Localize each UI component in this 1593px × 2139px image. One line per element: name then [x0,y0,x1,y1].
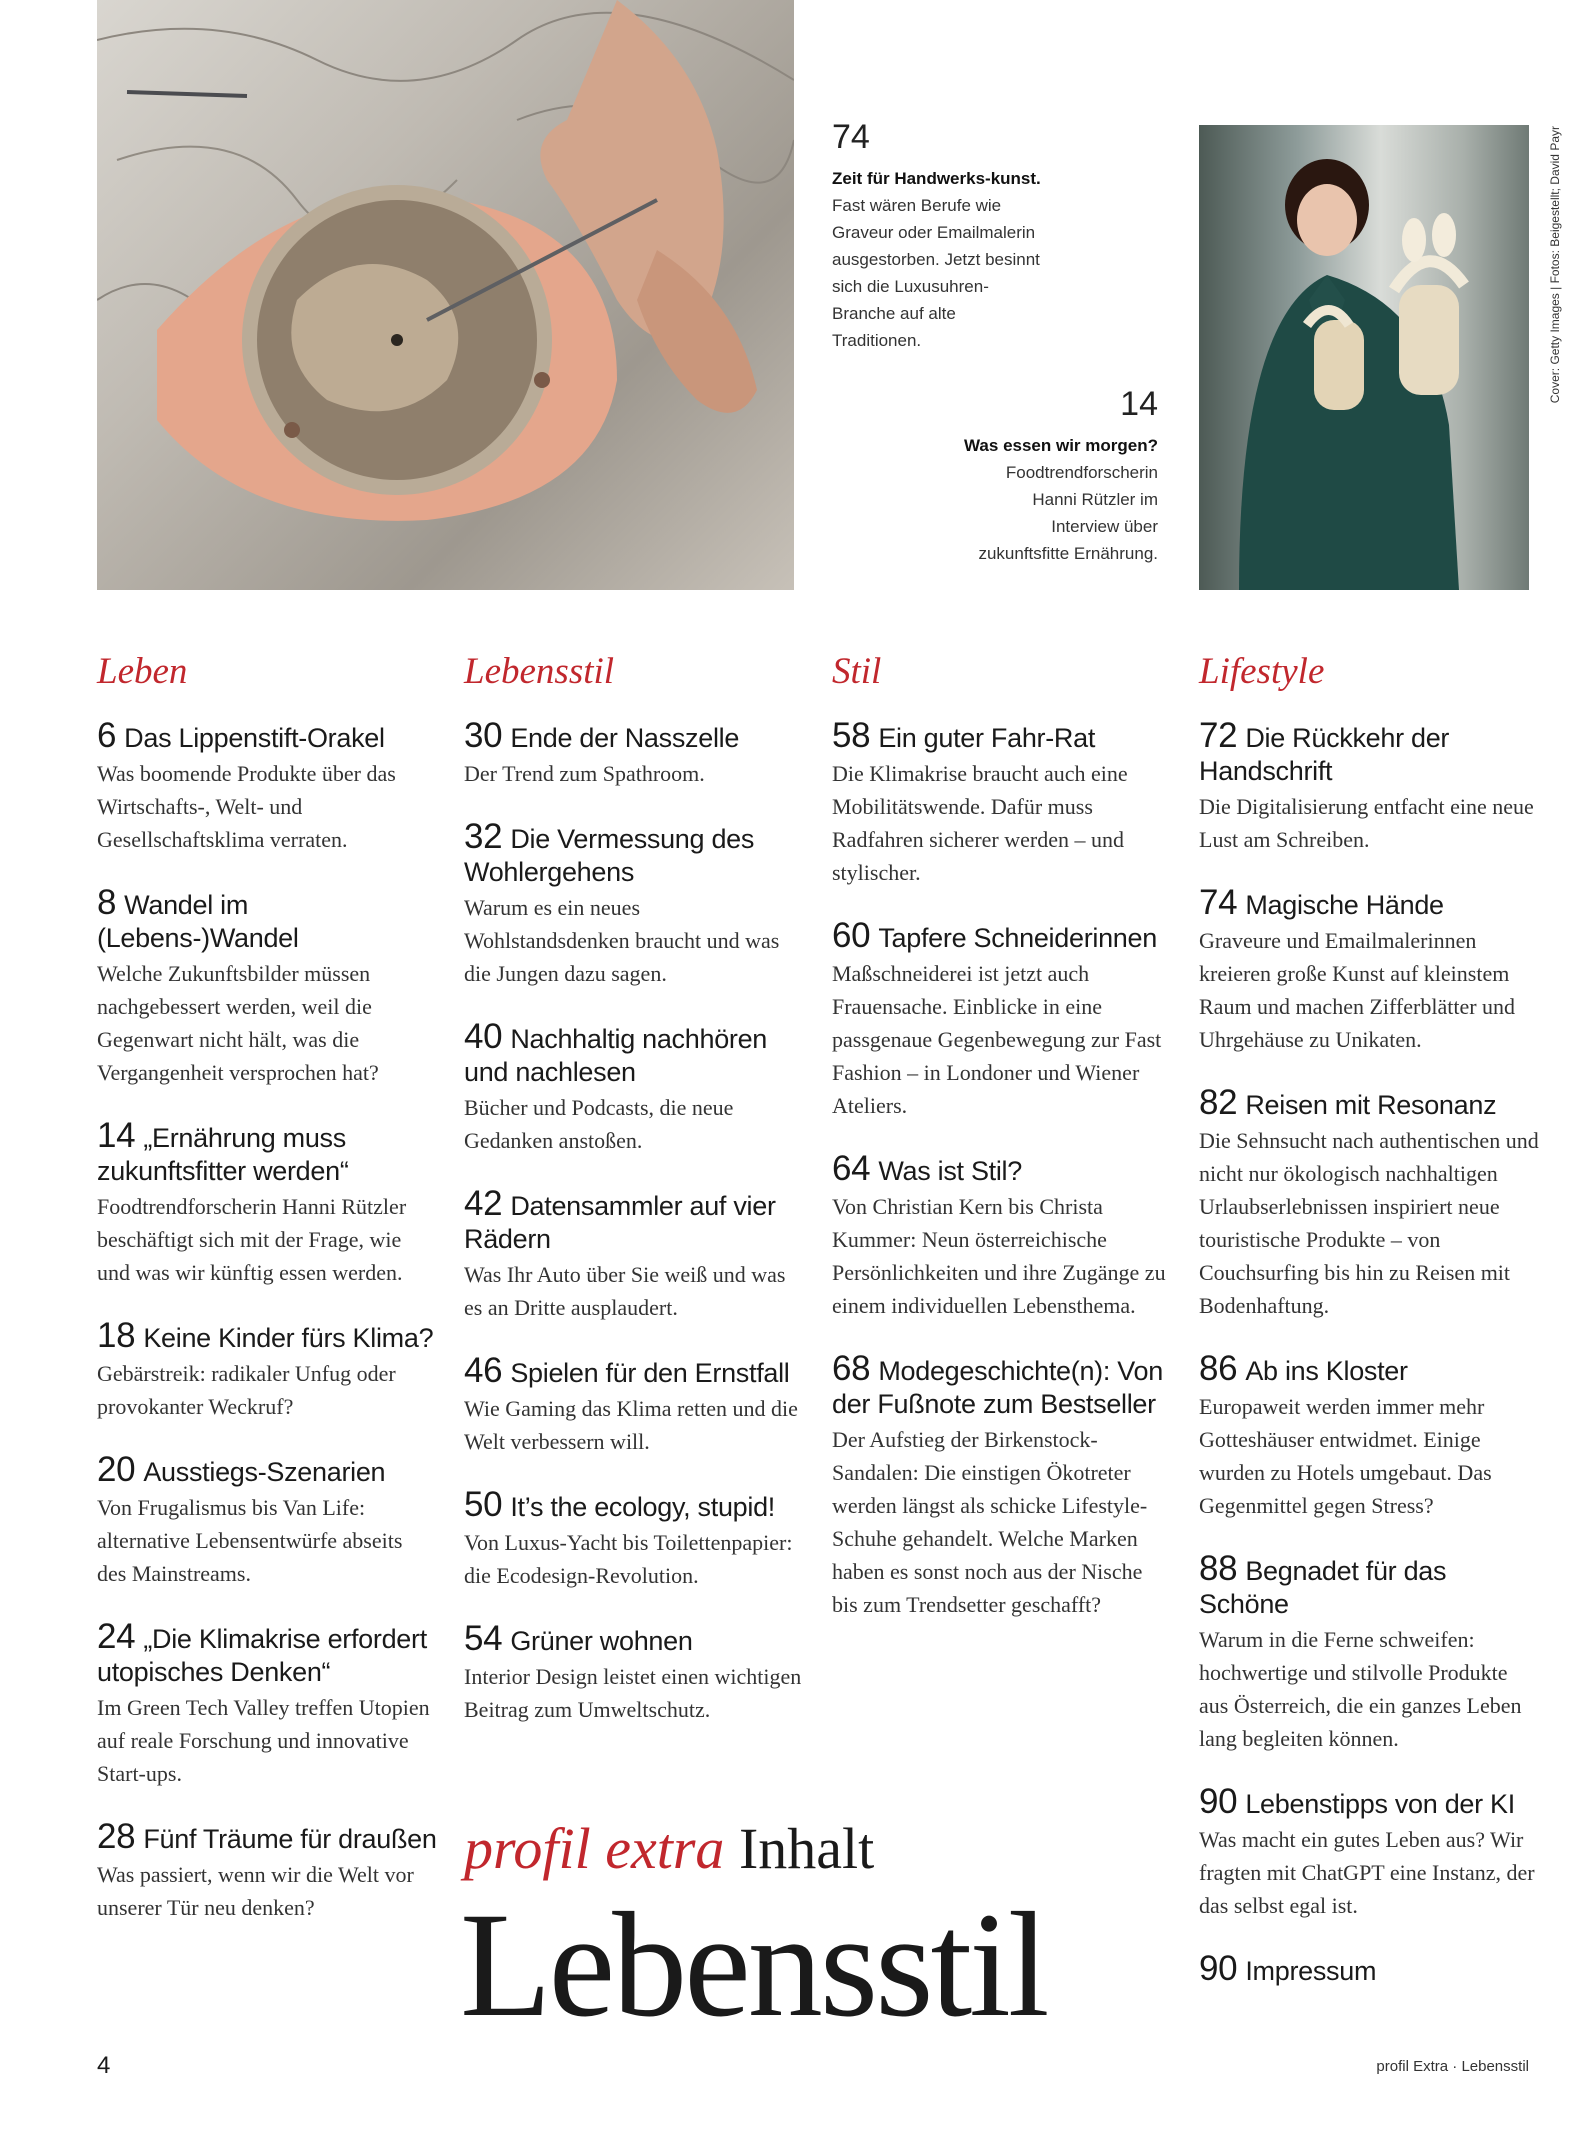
item-description: Die Klimakrise braucht auch eine Mobilitätswende. Dafür muss Radfahren sicherer werden – und stylischer. [832,761,1128,885]
page-number: 60 [832,916,871,955]
footer-label: profil Extra · Lebensstil [1376,2058,1529,2075]
item-title-text: Lebenstipps von der KI [1245,1789,1515,1819]
item-title-text: Ausstiegs-Szenarien [143,1457,386,1487]
item-title [97,1116,437,1188]
item-title-text: Was ist Stil? [878,1156,1022,1186]
item-title [464,817,804,889]
callout-body: Fast wären Berufe wie Graveur oder Emailmalerin ausgestorben. Jetzt besinnt sich die Luxusuhren-Branche auf alte Traditionen. [832,196,1040,350]
masthead-inhalt: Inhalt [738,1816,875,1881]
page-number: 72 [1199,716,1238,755]
item-title [97,1617,437,1689]
item-title [832,1149,1172,1188]
item-title-text: Nachhaltig nachhören und nachlesen [464,1024,768,1087]
item-title-text: Begnadet für das Schöne [1199,1556,1447,1619]
callout-bold: Was essen wir morgen? [964,436,1158,455]
callout-text [832,165,1042,354]
item-title-text: Grüner wohnen [510,1626,693,1656]
item-description: Warum es ein neues Wohlstandsdenken braucht und was die Jungen dazu sagen. [464,895,780,986]
toc-item[interactable] [97,1617,437,1790]
item-title [97,716,437,755]
column-stil [832,650,1172,1651]
item-title [1199,1349,1539,1388]
page-number: 50 [464,1485,503,1524]
item-title-text: Keine Kinder fürs Klima? [143,1323,434,1353]
item-title [1199,883,1539,922]
page-number: 90 [1199,1782,1238,1821]
item-title-text: Reisen mit Resonanz [1245,1090,1497,1120]
section-heading: Stil [832,651,882,692]
callout-number: 74 [832,118,870,156]
item-description: Graveure und Emailmalerinnen kreieren große Kunst auf kleinstem Raum und machen Zifferblätter und Uhrgehäuse zu Unikaten. [1199,928,1516,1052]
item-description: Bücher und Podcasts, die neue Gedanken anstoßen. [464,1095,734,1153]
toc-item[interactable] [97,883,437,1089]
brand-logo: profil extra [464,1816,725,1881]
page-number: 8 [97,883,117,922]
item-title [1199,1549,1539,1621]
item-title-text: Magische Hände [1245,890,1444,920]
item-title [464,1619,804,1658]
item-description: Die Digitalisierung entfacht eine neue Lust am Schreiben. [1199,794,1534,852]
item-description: Im Green Tech Valley treffen Utopien auf reale Forschung und innovative Start-ups. [97,1695,430,1786]
item-title [832,716,1172,755]
item-title [97,883,437,955]
item-description: Europaweit werden immer mehr Gotteshäuser entwidmet. Einige wurden zu Hotels umgebaut. Das Gegenmittel gegen Stress? [1199,1394,1492,1518]
toc-item[interactable] [464,1485,804,1592]
item-description: Die Sehnsucht nach authentischen und nicht nur ökologisch nachhaltigen Urlaubserlebnissen inspiriert neue touristische Produkte – von Couchsurfing bis hin zu Reisen mit Bodenhaftung. [1199,1128,1539,1318]
toc-item[interactable] [464,817,804,990]
toc-item[interactable] [464,1619,804,1726]
item-title-text: Datensammler auf vier Rädern [464,1191,776,1254]
item-description: Interior Design leistet einen wichtigen Beitrag zum Umweltschutz. [464,1664,802,1722]
callout-body: Foodtrendforscherin Hanni Rützler im Interview über zukunftsfitte Ernährung. [978,463,1158,563]
item-title-text: Das Lippenstift-Orakel [124,723,385,753]
column-leben [97,650,437,1954]
item-title-text: Ende der Nasszelle [510,723,740,753]
item-title [97,1817,437,1856]
toc-item[interactable] [464,1351,804,1458]
item-title [464,1184,804,1256]
toc-item[interactable] [832,1349,1172,1621]
page-number: 68 [832,1349,871,1388]
section-heading: Leben [97,651,188,692]
item-title [464,1017,804,1089]
item-title-text: It’s the ecology, stupid! [510,1492,776,1522]
item-description: Was Ihr Auto über Sie weiß und was es an Dritte ausplaudert. [464,1262,786,1320]
callout-bold: Zeit für Handwerks-kunst. [832,169,1041,188]
masthead-line [464,1815,874,1882]
column-lebensstil [464,650,804,1756]
item-description: Was macht ein gutes Leben aus? Wir fragten mit ChatGPT eine Instanz, der das selbst egal ist. [1199,1827,1535,1918]
item-title-text: Modegeschichte(n): Von der Fußnote zum Bestseller [832,1356,1163,1419]
item-title-text: Impressum [1245,1956,1377,1986]
item-title-text: „Die Klimakrise erfordert utopisches Denken“ [97,1624,427,1687]
toc-item[interactable] [464,1184,804,1324]
toc-item[interactable] [97,1116,437,1289]
item-description: Der Aufstieg der Birkenstock-Sandalen: Die einstigen Ökotreter werden längst als schicke Lifestyle-Schuhe gehandelt. Welche Marken haben es sonst noch aus der Nische bis zum Trendsetter geschafft? [832,1427,1148,1617]
section-heading: Lebensstil [464,651,615,692]
page-number: 30 [464,716,503,755]
page-number: 82 [1199,1083,1238,1122]
item-title [1199,1949,1539,1988]
page-number: 28 [97,1817,136,1856]
toc-item[interactable] [464,1017,804,1157]
item-description: Von Frugalismus bis Van Life: alternative Lebensentwürfe abseits des Mainstreams. [97,1495,403,1586]
section-heading: Lifestyle [1199,651,1325,692]
toc-item[interactable] [97,1316,437,1423]
item-title [97,1450,437,1489]
toc-item[interactable] [1199,1349,1539,1522]
item-title [464,1351,804,1390]
toc-item[interactable] [1199,1782,1539,1922]
page-number: 64 [832,1149,871,1188]
item-description: Warum in die Ferne schweifen: hochwertige und stilvolle Produkte aus Österreich, die ein ganzes Leben lang begleiten können. [1199,1627,1522,1751]
item-title [1199,1083,1539,1122]
item-title-text: Ein guter Fahr-Rat [878,723,1096,753]
item-title [464,716,804,755]
page-number: 90 [1199,1949,1238,1988]
callout-14[interactable] [960,385,1158,567]
item-title-text: Die Vermessung des Wohlergehens [464,824,755,887]
toc-item[interactable] [1199,1949,1539,1988]
column-lifestyle [1199,650,1539,2018]
toc-item[interactable] [1199,883,1539,1056]
page-number: 54 [464,1619,503,1658]
toc-item[interactable] [464,716,804,790]
item-description: Was boomende Produkte über das Wirtschafts-, Welt- und Gesellschaftsklima verraten. [97,761,396,852]
toc-item[interactable] [97,1450,437,1590]
toc-item[interactable] [1199,1549,1539,1755]
item-title-text: „Ernährung muss zukunftsfitter werden“ [97,1123,349,1186]
item-title-text: Ab ins Kloster [1245,1356,1408,1386]
page-number: 18 [97,1316,136,1355]
item-title [832,916,1172,955]
item-title-text: Fünf Träume für draußen [143,1824,437,1854]
page-number: 24 [97,1617,136,1656]
toc-item[interactable] [832,716,1172,889]
item-description: Gebärstreik: radikaler Unfug oder provokanter Weckruf? [97,1361,396,1419]
page-number: 14 [97,1116,136,1155]
item-description: Von Luxus-Yacht bis Toilettenpapier: die Ecodesign-Revolution. [464,1530,793,1588]
item-title-text: Spielen für den Ernstfall [510,1358,790,1388]
page-number: 46 [464,1351,503,1390]
callout-text [960,432,1158,567]
portrait-illustration [1199,125,1529,590]
item-description: Maßschneiderei ist jetzt auch Frauensache. Einblicke in eine passgenaue Gegenbewegung zur Fast Fashion – in Londoner und Wiener Ateliers. [832,961,1162,1118]
item-description: Welche Zukunftsbilder müssen nachgebessert werden, weil die Gegenwart nicht hält, was die Vergangenheit versprochen hat? [97,961,379,1085]
toc-item[interactable] [97,1817,437,1924]
page-number: 40 [464,1017,503,1056]
page-number: 74 [1199,883,1238,922]
page-number: 86 [1199,1349,1238,1388]
item-description: Was passiert, wenn wir die Welt vor unserer Tür neu denken? [97,1862,414,1920]
callout-74[interactable] [832,118,1042,354]
page-number: 6 [97,716,117,755]
item-title [1199,1782,1539,1821]
item-description: Foodtrendforscherin Hanni Rützler beschäftigt sich mit der Frage, wie und was wir künftig essen werden. [97,1194,407,1285]
toc-item[interactable] [1199,1083,1539,1322]
callout-number: 14 [1120,385,1158,423]
page-number: 32 [464,817,503,856]
item-title [1199,716,1539,788]
watch-engraving-photo [97,0,794,590]
toc-item[interactable] [832,916,1172,1122]
toc-item[interactable] [97,716,437,856]
item-title [464,1485,804,1524]
item-title [832,1349,1172,1421]
page-number: 88 [1199,1549,1238,1588]
toc-item[interactable] [1199,716,1539,856]
page-number: 20 [97,1450,136,1489]
item-title-text: Die Rückkehr der Handschrift [1199,723,1450,786]
item-title-text: Tapfere Schneiderinnen [878,923,1157,953]
watch-engraving-illustration [97,0,794,590]
photo-credit: Cover: Getty Images | Fotos: Beigestellt; David Payr [1548,126,1562,404]
page-number: 58 [832,716,871,755]
item-description: Von Christian Kern bis Christa Kummer: Neun österreichische Persönlichkeiten und ihre Zugänge zu einem individuellen Lebensthema. [832,1194,1166,1318]
item-description: Wie Gaming das Klima retten und die Welt verbessern will. [464,1396,798,1454]
item-description: Der Trend zum Spathroom. [464,761,705,786]
toc-item[interactable] [832,1149,1172,1322]
item-title [97,1316,437,1355]
page-number-footer: 4 [97,2052,111,2079]
portrait-photo [1199,125,1529,590]
item-title-text: Wandel im (Lebens-)Wandel [97,890,299,953]
page-number: 42 [464,1184,503,1223]
masthead-title: Lebensstil [460,1882,1047,2048]
